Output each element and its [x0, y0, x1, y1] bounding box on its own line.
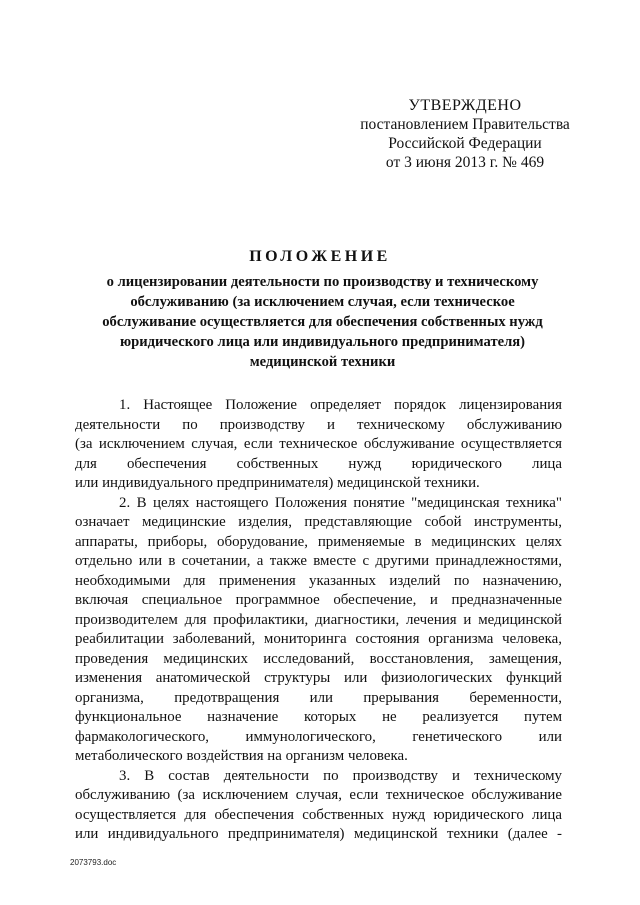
approval-line: Российской Федерации [388, 135, 542, 152]
text-line: производителем для профилактики, диагностики, лечения и медицинской [75, 611, 562, 628]
text-line: метаболического воздействия на организм человека. [75, 748, 408, 764]
subtitle-line: обслуживание осуществляется для обеспечения собственных нужд [102, 314, 543, 330]
text-line: для обеспечения собственных нужд юридического лица [75, 455, 562, 472]
text-line: изменения анатомической структуры или физиологических функций [75, 670, 562, 686]
document-subtitle [95, 272, 550, 372]
text-line: или индивидуального предпринимателя) медицинской техники. [75, 475, 480, 491]
text-line: проведения медицинских исследований, восстановления, замещения, [75, 650, 562, 667]
text-line: включая специальное программное обеспечение, и предназначенные [75, 592, 562, 608]
text-line: осуществляется для обеспечения собственных нужд юридического лица [75, 806, 562, 823]
footer-filename: 2073793.doc [70, 858, 117, 867]
subtitle-line: юридического лица или индивидуального предпринимателя) [119, 334, 526, 350]
text-line: обслуживанию (за исключением случая, если техническое обслуживание [75, 787, 562, 803]
document-body [75, 396, 562, 845]
approval-stamp [345, 96, 585, 172]
subtitle-line: медицинской техники [249, 354, 396, 370]
text-line: деятельности по производству и техническому обслуживанию [75, 416, 562, 433]
paragraph-1 [75, 396, 562, 494]
text-line: аппараты, приборы, оборудование, применяемые в медицинских целях [75, 533, 562, 550]
text-line: или индивидуального предпринимателя) медицинской техники (далее - [75, 826, 562, 842]
subtitle-line: обслуживанию (за исключением случая, если техническое [130, 294, 515, 310]
text-line: 3. В состав деятельности по производству и техническому [119, 767, 562, 784]
text-line: отдельно или в сочетании, а также вместе с другими принадлежностями, [75, 553, 562, 569]
text-line: 1. Настоящее Положение определяет порядок лицензирования [119, 397, 562, 413]
approval-date: от 3 июня 2013 г. № 469 [385, 154, 545, 171]
paragraph-3 [75, 767, 562, 845]
text-line: реабилитации заболеваний, мониторинга состояния организма человека, [75, 631, 562, 647]
paragraph-2 [75, 494, 562, 767]
text-line: необходимыми для применения указанных изделий по назначению, [75, 572, 562, 589]
text-line: организма, предотвращения или прерывания беременности, [75, 689, 562, 706]
text-line: функциональное назначение которых не реализуется путем [75, 709, 562, 725]
text-line: 2. В целях настоящего Положения понятие "медицинская техника" [119, 494, 562, 511]
approval-line: постановлением Правительства [360, 116, 570, 133]
document-title: ПОЛОЖЕНИЕ [249, 248, 391, 265]
approval-title: УТВЕРЖДЕНО [408, 97, 522, 114]
text-line: фармакологического, иммунологического, генетического или [75, 728, 562, 745]
text-line: означает медицинские изделия, представляющие собой инструменты, [75, 514, 562, 530]
subtitle-line: о лицензировании деятельности по производству и техническому [106, 274, 539, 290]
text-line: (за исключением случая, если техническое обслуживание осуществляется [75, 436, 562, 452]
